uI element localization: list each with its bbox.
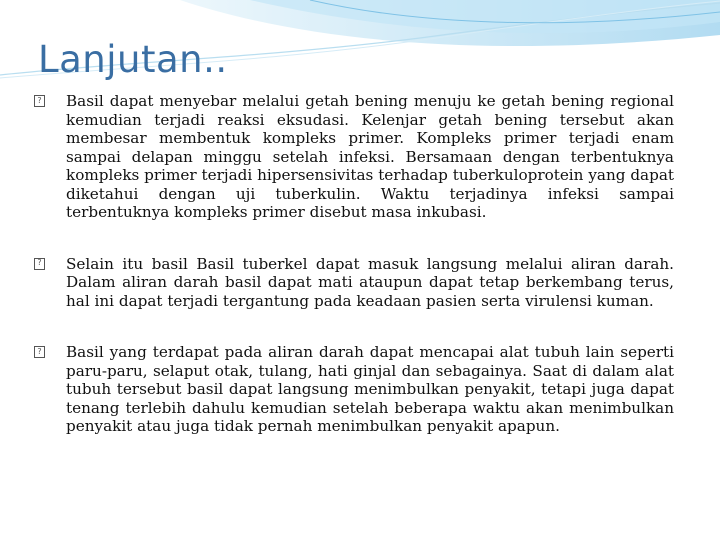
bullet-text: Basil dapat menyebar melalui getah bening menuju ke getah bening regional kemudian terjadi reaksi eksudasi. Kelenjar getah bening tersebut akan membesar membentuk kompleks primer. Kompleks primer terjadi enam sampai delapan minggu setelah infeksi. Bersamaan dengan terbentuknya kompleks primer terjadi hipersensivitas terhadap tuberkuloprotein yang dapat diketahui dengan uji tuberkulin. Waktu terjadinya infeksi sampai terbentuknya kompleks primer disebut masa inkubasi. xyxy=(66,92,674,221)
replacement-glyph-box-icon: ? xyxy=(34,346,45,358)
replacement-glyph-box-icon: ? xyxy=(34,258,45,270)
replacement-glyph-box-icon: ? xyxy=(34,95,45,107)
slide-title: Lanjutan.. xyxy=(38,38,228,81)
bullet-item xyxy=(34,92,674,222)
bullet-item xyxy=(34,343,674,436)
bullet-text: Basil yang terdapat pada aliran darah dapat mencapai alat tubuh lain seperti paru-paru, selaput otak, tulang, hati ginjal dan sebagainya. Saat di dalam alat tubuh tersebut basil dapat langsung menimbulkan penyakit, tetapi juga dapat tenang terlebih dahulu kemudian setelah beberapa waktu akan menimbulkan penyakit atau juga tidak pernah menimbulkan penyakit apapun. xyxy=(66,343,674,435)
bullet-list xyxy=(34,92,674,436)
bullet-item xyxy=(34,255,674,311)
bullet-text: Selain itu basil Basil tuberkel dapat masuk langsung melalui aliran darah. Dalam aliran darah basil dapat mati ataupun dapat tetap berkembang terus, hal ini dapat terjadi tergantung pada keadaan pasien serta virulensi kuman. xyxy=(66,254,674,310)
